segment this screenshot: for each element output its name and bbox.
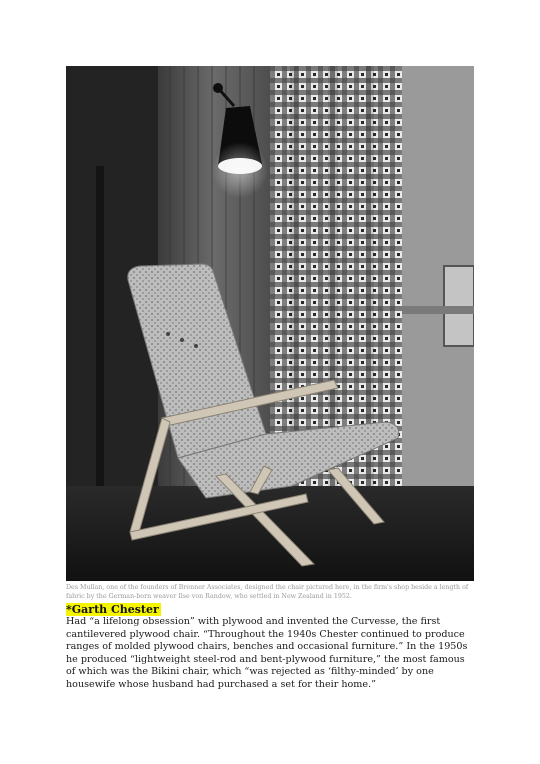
- photo-caption: Des Mullan, one of the founders of Brenner Associates, designed the chair pictured here, in the firm's shop beside a length of fabric by the German-born weaver Ilse von Randow, who settled in New Zealand in 1952.: [66, 584, 469, 600]
- section-heading-wrap: [66, 601, 161, 615]
- body-paragraph: Had “a lifelong obsession” with plywood and invented the Curvesse, the first cantilevered plywood chair. “Throughout the 1940s Chester continued to produce ranges of molded plywood chairs, benches and occasional furniture.” In the 1950s he produced “lightweight steel-rod and bent-plywood furniture,” the most famous of which was the Bikini chair, which “was rejected as ‘filthy-minded’ by one housewife whose husband had purchased a set for their home.”: [66, 616, 468, 690]
- section-heading: *Garth Chester: [66, 603, 159, 616]
- chair-photograph: [66, 66, 474, 581]
